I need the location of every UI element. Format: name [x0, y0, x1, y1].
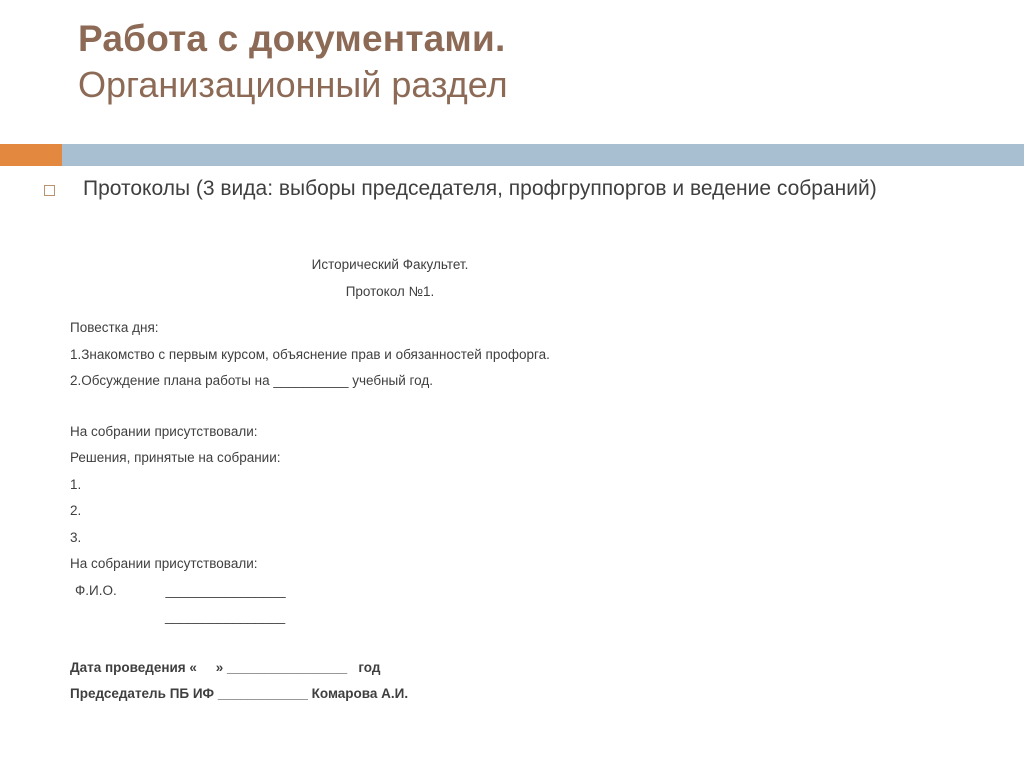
agenda-item-2: 2.Обсуждение плана работы на __________ учебный год. [70, 373, 434, 388]
agenda-item-1: 1.Знакомство с первым курсом, объяснение прав и обязанностей профорга. [70, 346, 550, 362]
bullet-item-label: Протоколы (3 вида: выборы председателя, профгруппоргов и ведение собраний) [83, 177, 877, 200]
spacer [70, 311, 960, 321]
accent-bar-blue [62, 144, 1024, 166]
agenda-label: Повестка дня: [70, 320, 159, 335]
spacer [70, 637, 960, 661]
attendees-label-2: На собрании присутствовали: [70, 556, 258, 571]
decisions-label: Решения, принятые на собрании: [70, 450, 281, 465]
document-header-protocol: Протокол №1. [345, 283, 435, 299]
fio-label: Ф.И.О. ________________ [75, 582, 286, 598]
spacer [70, 401, 960, 425]
square-bullet-icon [44, 185, 55, 196]
title-line-1: Работа с документами. [78, 18, 506, 59]
slide-title [78, 18, 958, 106]
fio-blank-second: ________________ [165, 609, 286, 624]
decision-3: 3. [70, 529, 82, 545]
bullet-item [44, 176, 984, 203]
decision-2: 2. [70, 503, 82, 518]
decision-1: 1. [70, 476, 82, 492]
chairman-line: Председатель ПБ ИФ ____________ Комарова А.И. [70, 686, 409, 701]
document-header-faculty: Исторический Факультет. [311, 257, 469, 272]
date-line: Дата проведения « » ________________ год [70, 659, 381, 675]
title-line-2: Организационный раздел [78, 63, 508, 105]
accent-bar-orange [0, 144, 62, 166]
protocol-document [70, 258, 960, 714]
attendees-label-1: На собрании присутствовали: [70, 423, 258, 439]
